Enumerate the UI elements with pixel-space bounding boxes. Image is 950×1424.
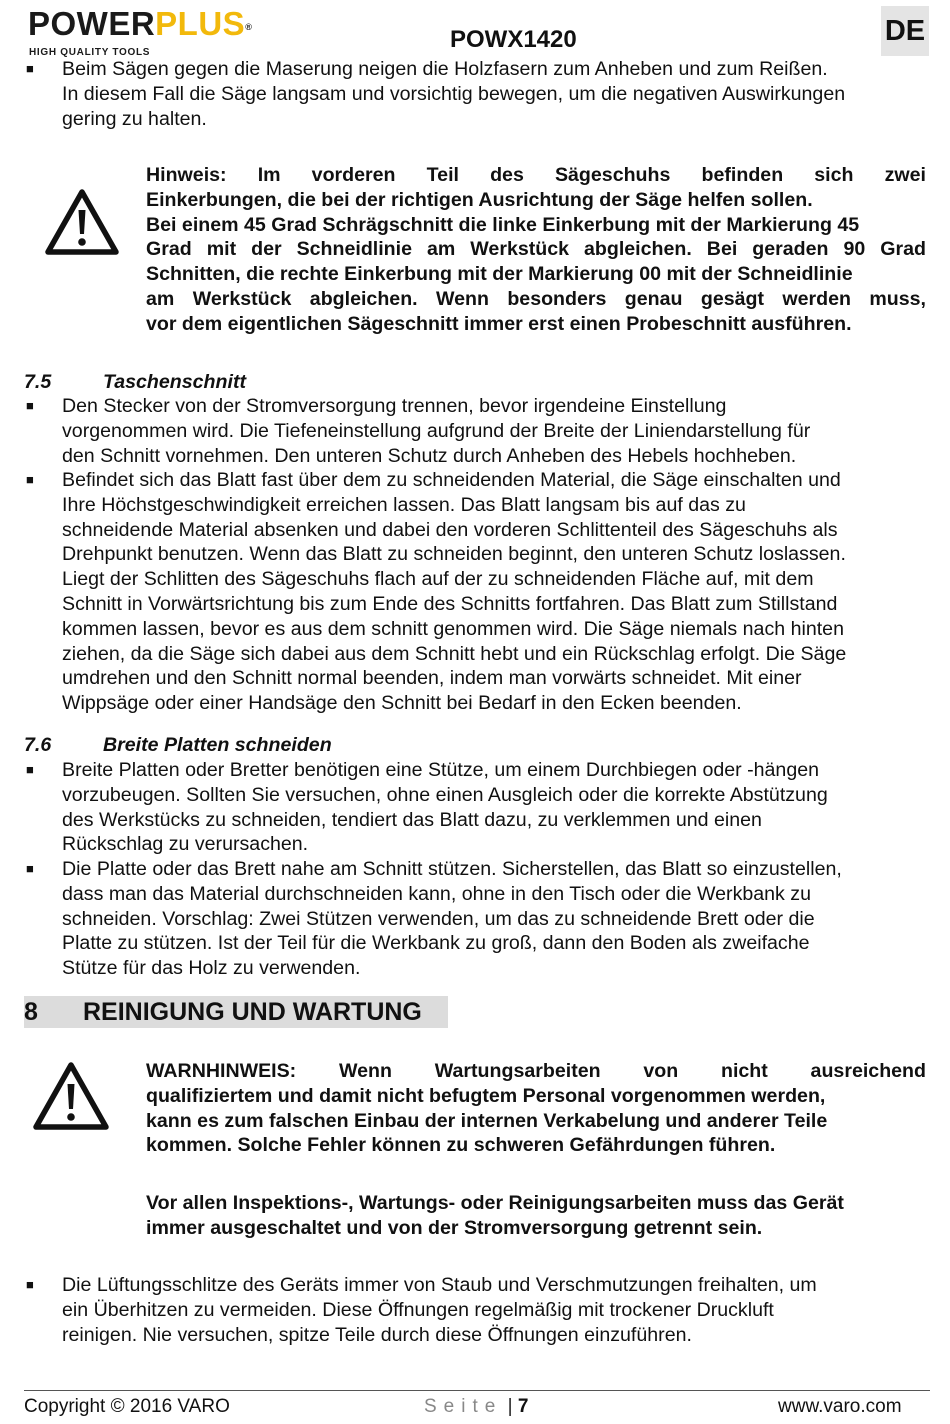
list-item: Befindet sich das Blatt fast über dem zu schneidenden Material, die Säge einschalten und Ihre Höchstgeschwindigkeit erreichen lassen. Das Blatt langsam bis auf das zu schneidende Material absenken und dabei den vorderen Schlittenteil des Sägeschuhs als Drehpunkt benutzen. Wenn das Blatt zu schneiden beginnt, den unteren Schutz loslassen. Liegt der Schlitten des Sägeschuhs flach auf der zu schneidenden Fläche auf, mit dem Schnitt in Vorwärtsrichtung bis zum Ende des Schnitts fortfahren. Das Blatt zum Stillstand kommen lassen, bevor es aus dem schnitt genommen wird. Die Säge niemals nach hinten ziehen, da die Säge sich dabei aus dem Schnitt hebt und ein Rückschlag erfolgt. Die Säge umdrehen und den Schnitt normal beenden, indem man vorwärts schneidet. Mit einer Wippsäge oder einer Handsäge den Schnitt bei Bedarf in den Ecken beenden. xyxy=(62,469,847,715)
maintenance-warning: WARNHINWEIS: Wenn Wartungsarbeiten von nicht ausreichend qualifiziertem und damit nicht befugtem Personal vorgenommen werden, kann es zum falschen Einbau der internen Verkabelung und anderer Teile kommen. Solche Fehler können zu schweren Gefährdungen führen. xyxy=(146,1060,926,1157)
subsection-number: 7.5 xyxy=(24,371,52,393)
subsection-number: 7.6 xyxy=(24,734,52,756)
model-number: POWX1420 xyxy=(450,26,577,53)
list-item: Den Stecker von der Stromversorgung trennen, bevor irgendeine Einstellung vorgenommen wird. Die Tiefeneinstellung aufgrund der Breite der Liniendarstellung für den Schnitt vornehmen. Den unteren Schutz durch Anheben des Hebels hochheben. xyxy=(62,395,811,467)
square-bullet: ■ xyxy=(26,472,34,487)
square-bullet: ■ xyxy=(26,762,34,777)
footer-page: Seite | 7 xyxy=(424,1396,529,1417)
logo-wordmark: POWERPLUS® xyxy=(28,5,253,42)
warning-triangle-icon xyxy=(31,1060,111,1132)
note-alignment: Hinweis: Im vorderen Teil des Sägeschuhs befinden sich zwei Einkerbungen, die bei der richtigen Ausrichtung der Säge helfen sollen. Bei einem 45 Grad Schrägschnitt die linke Einkerbung mit der Markierung 45 Grad mit der Schneidlinie am Werkstück abgleichen. Bei geraden 90 Grad Schnitten, die rechte Einkerbung mit der Markierung 00 mit der Schneidlinie am Werkstück abgleichen. Wenn besonders genau gesägt werden muss, vor dem eigentlichen Sägeschnitt immer erst einen Probeschnitt ausführen. xyxy=(146,164,926,335)
logo-tagline: HIGH QUALITY TOOLS xyxy=(29,47,151,58)
square-bullet: ■ xyxy=(26,1277,34,1292)
square-bullet: ■ xyxy=(26,61,34,76)
powerplus-logo xyxy=(28,5,284,58)
intro-bullet-text: Beim Sägen gegen die Maserung neigen die Holzfasern zum Anheben und zum Reißen. In diesem Fall die Säge langsam und vorsichtig bewegen, um die negativen Auswirkungen gering zu halten. xyxy=(62,58,846,130)
warning-triangle-icon xyxy=(44,187,120,257)
square-bullet: ■ xyxy=(26,861,34,876)
maintenance-warning-disconnect: Vor allen Inspektions-, Wartungs- oder Reinigungsarbeiten muss das Gerät immer ausgeschaltet und von der Stromversorgung getrennt sein. xyxy=(146,1192,844,1239)
subsection-title: Breite Platten schneiden xyxy=(103,734,332,756)
language-badge: DE xyxy=(881,6,929,56)
footer-copyright: Copyright © 2016 VARO xyxy=(24,1396,230,1417)
list-item: Breite Platten oder Bretter benötigen eine Stütze, um einem Durchbiegen oder -hängen vorzubeugen. Sollten Sie versuchen, ohne einen Ausgleich oder die korrekte Abstützung des Werkstücks zu schneiden, tendiert das Blatt dazu, zu verklemmen und einen Rückschlag zu verursachen. xyxy=(62,759,828,856)
footer-divider xyxy=(24,1390,930,1391)
list-item: Die Lüftungsschlitze des Geräts immer von Staub und Verschmutzungen freihalten, um ein Überhitzen zu vermeiden. Diese Öffnungen regelmäßig mit trockener Druckluft reinigen. Nie versuchen, spitze Teile durch diese Öffnungen einzuführen. xyxy=(62,1274,817,1346)
section-heading: 8 REINIGUNG UND WARTUNG xyxy=(24,996,448,1028)
square-bullet: ■ xyxy=(26,398,34,413)
subsection-title: Taschenschnitt xyxy=(103,371,246,393)
list-item: Die Platte oder das Brett nahe am Schnitt stützen. Sicherstellen, das Blatt so einzustellen, dass man das Material durchschneiden kann, ohne in den Tisch oder die Werkbank zu schneiden. Vorschlag: Zwei Stützen verwenden, um das zu schneidende Brett oder die Platte zu stützen. Ist der Teil für die Werkbank zu groß, dann den Boden als zweifache Stütze für das Holz zu verwenden. xyxy=(62,858,842,980)
footer-website: www.varo.com xyxy=(778,1396,902,1417)
